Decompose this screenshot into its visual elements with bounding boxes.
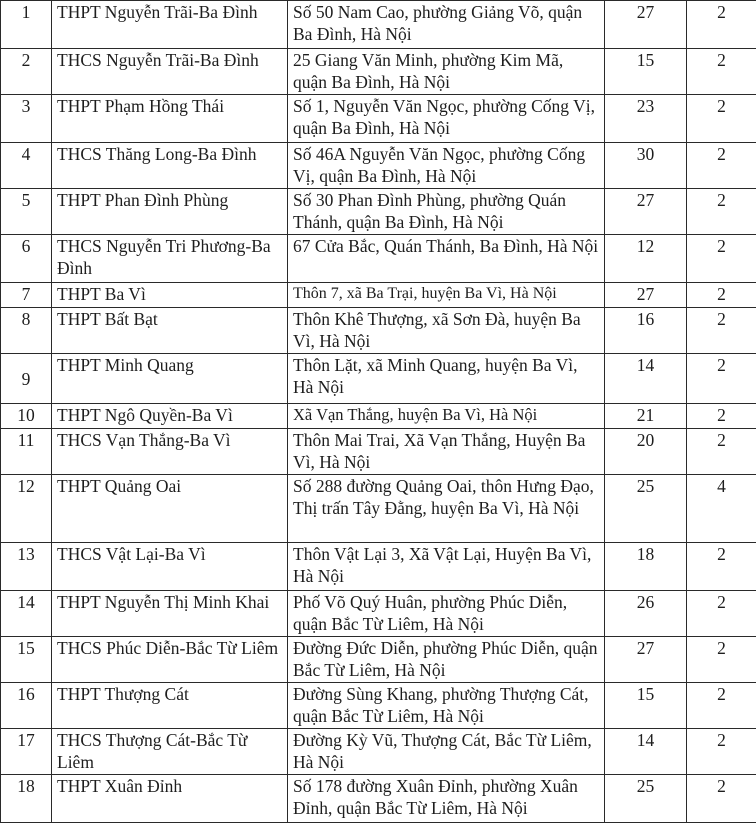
school-name: THPT Phan Đình Phùng xyxy=(52,189,288,235)
count-primary: 14 xyxy=(605,729,687,775)
count-primary: 25 xyxy=(605,475,687,543)
row-number: 3 xyxy=(1,95,52,143)
count-secondary: 2 xyxy=(687,235,756,283)
count-secondary: 2 xyxy=(687,429,756,475)
row-number: 15 xyxy=(1,637,52,683)
school-name: THPT Ngô Quyền-Ba Vì xyxy=(52,404,288,429)
row-number: 17 xyxy=(1,729,52,775)
school-name: THPT Quảng Oai xyxy=(52,475,288,543)
count-primary: 26 xyxy=(605,591,687,637)
row-number: 1 xyxy=(1,1,52,49)
count-secondary: 2 xyxy=(687,1,756,49)
school-name: THPT Minh Quang xyxy=(52,354,288,404)
row-number: 16 xyxy=(1,683,52,729)
table-row xyxy=(1,775,756,823)
table-row xyxy=(1,308,756,354)
school-address: Số 288 đường Quảng Oai, thôn Hưng Đạo, Thị trấn Tây Đằng, huyện Ba Vì, Hà Nội xyxy=(288,475,605,543)
school-name: THCS Thăng Long-Ba Đình xyxy=(52,143,288,189)
school-name: THPT Thượng Cát xyxy=(52,683,288,729)
count-secondary: 2 xyxy=(687,775,756,823)
count-secondary: 2 xyxy=(687,591,756,637)
table-row xyxy=(1,729,756,775)
count-primary: 25 xyxy=(605,775,687,823)
count-secondary: 2 xyxy=(687,683,756,729)
table-row xyxy=(1,637,756,683)
school-table-body xyxy=(1,1,756,823)
count-secondary: 2 xyxy=(687,729,756,775)
table-row xyxy=(1,143,756,189)
school-name: THCS Nguyễn Tri Phương-Ba Đình xyxy=(52,235,288,283)
count-primary: 27 xyxy=(605,283,687,308)
school-name: THCS Nguyễn Trãi-Ba Đình xyxy=(52,49,288,95)
row-number: 7 xyxy=(1,283,52,308)
count-primary: 27 xyxy=(605,1,687,49)
table-row xyxy=(1,95,756,143)
count-primary: 14 xyxy=(605,354,687,404)
school-address: Số 46A Nguyễn Văn Ngọc, phường Cống Vị, quận Ba Đình, Hà Nội xyxy=(288,143,605,189)
school-name: THPT Bất Bạt xyxy=(52,308,288,354)
school-address: Thôn Lặt, xã Minh Quang, huyện Ba Vì, Hà Nội xyxy=(288,354,605,404)
table-row xyxy=(1,429,756,475)
count-secondary: 2 xyxy=(687,308,756,354)
count-primary: 21 xyxy=(605,404,687,429)
school-address: Đường Đức Diễn, phường Phúc Diễn, quận Bắc Từ Liêm, Hà Nội xyxy=(288,637,605,683)
school-address: Thôn 7, xã Ba Trại, huyện Ba Vì, Hà Nội xyxy=(288,283,605,308)
school-address: 67 Cửa Bắc, Quán Thánh, Ba Đình, Hà Nội xyxy=(288,235,605,283)
table-row xyxy=(1,404,756,429)
school-name: THPT Nguyễn Thị Minh Khai xyxy=(52,591,288,637)
table-row xyxy=(1,543,756,591)
school-address: Thôn Khê Thượng, xã Sơn Đà, huyện Ba Vì, Hà Nội xyxy=(288,308,605,354)
count-primary: 15 xyxy=(605,683,687,729)
school-name: THCS Phúc Diễn-Bắc Từ Liêm xyxy=(52,637,288,683)
table-row xyxy=(1,475,756,543)
row-number: 2 xyxy=(1,49,52,95)
count-primary: 20 xyxy=(605,429,687,475)
row-number: 12 xyxy=(1,475,52,543)
count-secondary: 2 xyxy=(687,189,756,235)
count-primary: 27 xyxy=(605,637,687,683)
row-number: 14 xyxy=(1,591,52,637)
row-number: 11 xyxy=(1,429,52,475)
count-primary: 16 xyxy=(605,308,687,354)
school-name: THCS Thượng Cát-Bắc Từ Liêm xyxy=(52,729,288,775)
school-address: Số 30 Phan Đình Phùng, phường Quán Thánh, quận Ba Đình, Hà Nội xyxy=(288,189,605,235)
count-primary: 15 xyxy=(605,49,687,95)
count-secondary: 4 xyxy=(687,475,756,543)
row-number: 8 xyxy=(1,308,52,354)
school-name: THPT Ba Vì xyxy=(52,283,288,308)
school-address: Phố Võ Quý Huân, phường Phúc Diễn, quận Bắc Từ Liêm, Hà Nội xyxy=(288,591,605,637)
row-number: 5 xyxy=(1,189,52,235)
count-primary: 30 xyxy=(605,143,687,189)
table-row xyxy=(1,235,756,283)
count-primary: 18 xyxy=(605,543,687,591)
school-name: THPT Xuân Đỉnh xyxy=(52,775,288,823)
table-row xyxy=(1,683,756,729)
count-primary: 23 xyxy=(605,95,687,143)
table-row xyxy=(1,354,756,404)
school-address: Thôn Mai Trai, Xã Vạn Thắng, Huyện Ba Vì, Hà Nội xyxy=(288,429,605,475)
school-address: 25 Giang Văn Minh, phường Kim Mã, quận Ba Đình, Hà Nội xyxy=(288,49,605,95)
school-address: Thôn Vật Lại 3, Xã Vật Lại, Huyện Ba Vì, Hà Nội xyxy=(288,543,605,591)
school-address: Số 178 đường Xuân Đỉnh, phường Xuân Đỉnh, quận Bắc Từ Liêm, Hà Nội xyxy=(288,775,605,823)
row-number: 10 xyxy=(1,404,52,429)
count-secondary: 2 xyxy=(687,283,756,308)
table-row xyxy=(1,591,756,637)
row-number: 6 xyxy=(1,235,52,283)
school-address: Xã Vạn Thắng, huyện Ba Vì, Hà Nội xyxy=(288,404,605,429)
table-row xyxy=(1,283,756,308)
school-name: THPT Nguyễn Trãi-Ba Đình xyxy=(52,1,288,49)
school-name: THCS Vạn Thắng-Ba Vì xyxy=(52,429,288,475)
count-secondary: 2 xyxy=(687,404,756,429)
school-address: Số 1, Nguyễn Văn Ngọc, phường Cống Vị, quận Ba Đình, Hà Nội xyxy=(288,95,605,143)
school-name: THPT Phạm Hồng Thái xyxy=(52,95,288,143)
count-secondary: 2 xyxy=(687,95,756,143)
table-row xyxy=(1,49,756,95)
row-number: 13 xyxy=(1,543,52,591)
count-secondary: 2 xyxy=(687,143,756,189)
school-address: Số 50 Nam Cao, phường Giảng Võ, quận Ba Đình, Hà Nội xyxy=(288,1,605,49)
school-address: Đường Kỳ Vũ, Thượng Cát, Bắc Từ Liêm, Hà Nội xyxy=(288,729,605,775)
row-number: 4 xyxy=(1,143,52,189)
school-name: THCS Vật Lại-Ba Vì xyxy=(52,543,288,591)
count-primary: 12 xyxy=(605,235,687,283)
count-secondary: 2 xyxy=(687,49,756,95)
count-secondary: 2 xyxy=(687,354,756,404)
school-address: Đường Sùng Khang, phường Thượng Cát, quận Bắc Từ Liêm, Hà Nội xyxy=(288,683,605,729)
count-primary: 27 xyxy=(605,189,687,235)
table-row xyxy=(1,1,756,49)
table-row xyxy=(1,189,756,235)
row-number: 18 xyxy=(1,775,52,823)
row-number: 9 xyxy=(1,354,52,404)
count-secondary: 2 xyxy=(687,543,756,591)
count-secondary: 2 xyxy=(687,637,756,683)
